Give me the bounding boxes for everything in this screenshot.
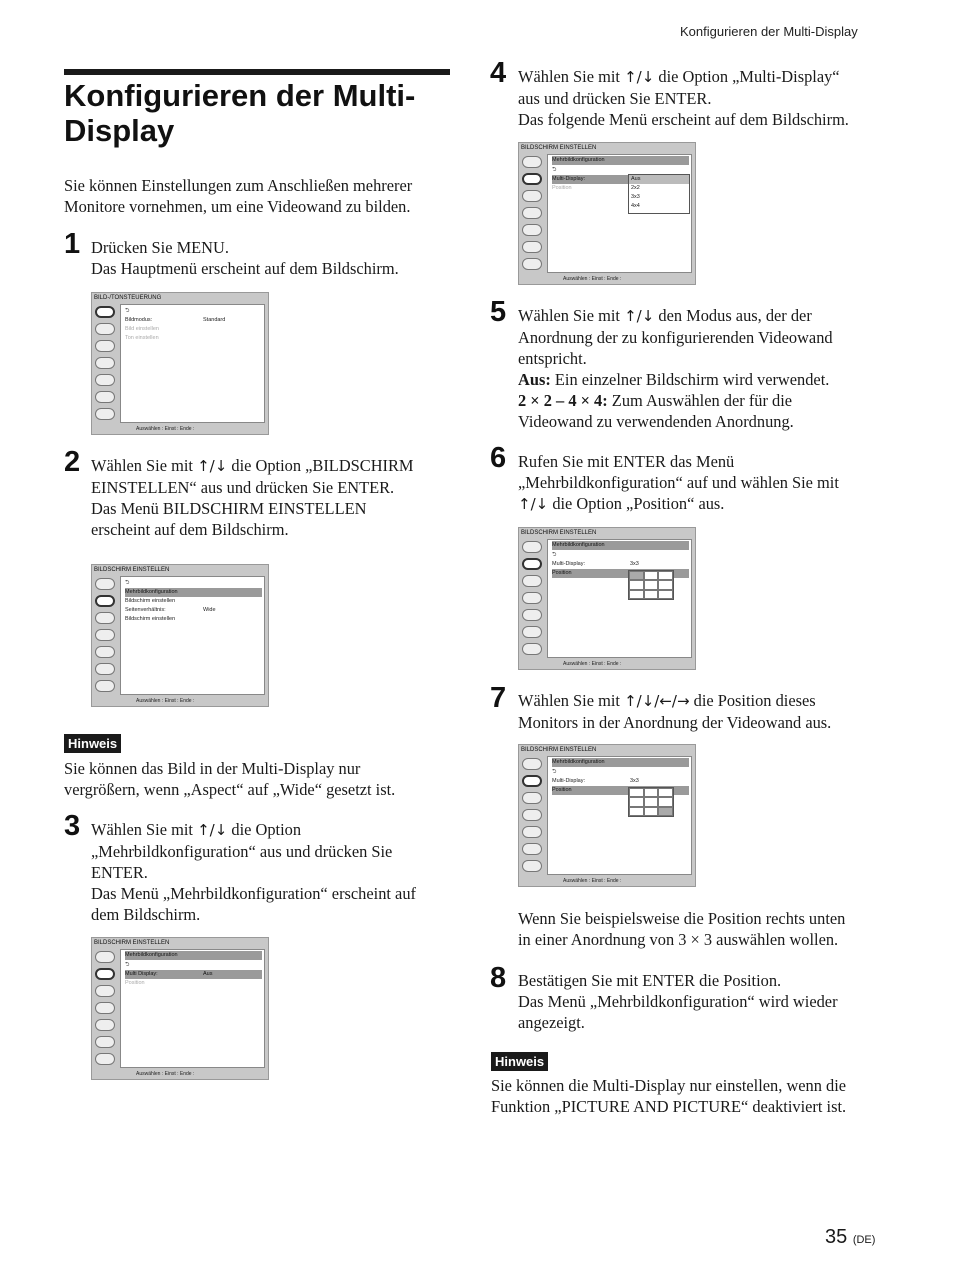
screen-title: BILDSCHIRM EINSTELLEN	[521, 530, 597, 536]
menu-row: Bild einstellen	[125, 326, 159, 332]
screen-menu-icon	[95, 323, 115, 335]
row-value: 3x3	[630, 561, 639, 567]
running-head: Konfigurieren der Multi-Display	[680, 24, 858, 39]
step-7-example	[518, 908, 890, 950]
menu-icon	[522, 792, 542, 804]
menu-icon-column	[95, 306, 117, 425]
screen-footer: Auswählen : Einst : Ende :	[136, 1071, 195, 1077]
step-1-line: Drücken Sie MENU.	[91, 238, 229, 257]
menu-icon	[95, 680, 115, 692]
page-title: Konfigurieren der Multi-Display	[64, 78, 416, 148]
step-3-number: 3	[64, 810, 81, 842]
page-number-value: 35	[825, 1226, 848, 1248]
example-line: in einer Anordnung von 3 × 3 auswählen wollen.	[518, 930, 839, 949]
back-icon: ⮌	[125, 308, 130, 314]
screen-footer: Auswählen : Einst : Ende :	[136, 426, 195, 432]
row-value: Wide	[203, 607, 216, 613]
grid-cell	[644, 797, 659, 806]
term: Aus:	[518, 370, 551, 389]
menu-icon-column	[522, 758, 544, 877]
menu-icon	[95, 1002, 115, 1014]
picture-menu-icon	[522, 758, 542, 770]
step-1-number: 1	[64, 228, 81, 260]
step-6-line: Rufen Sie mit ENTER das Menü	[518, 452, 735, 471]
menu-icon	[95, 391, 115, 403]
row-label: Bildmodus:	[125, 317, 153, 323]
dropdown-option: 2x2	[631, 185, 640, 191]
text: Zum Auswählen der für die	[607, 391, 793, 410]
menu-row	[125, 606, 262, 615]
step-8-text	[518, 970, 890, 1033]
step-5-line: entspricht.	[518, 349, 587, 368]
back-icon: ⮌	[552, 167, 557, 173]
up-down-arrow-icon: ↑/↓	[197, 457, 228, 475]
menu-panel	[547, 756, 692, 875]
grid-cell	[658, 788, 673, 797]
step-5-line	[518, 369, 890, 390]
picture-menu-icon	[522, 541, 542, 553]
menu-icon-column	[95, 578, 117, 697]
step-8-line: Bestätigen Sie mit ENTER die Position.	[518, 971, 782, 990]
row-label: Multi-Display:	[552, 778, 586, 784]
back-icon: ⮌	[125, 962, 130, 968]
step-1-line: Das Hauptmenü erscheint auf dem Bildschirm.	[91, 259, 399, 278]
menu-row	[125, 316, 262, 325]
step-3-line: ENTER.	[91, 863, 148, 882]
dropdown-option: Aus	[629, 175, 689, 184]
menu-icon	[95, 1019, 115, 1031]
screen-mehrbildkonfiguration	[91, 937, 269, 1080]
step-7-number: 7	[490, 682, 507, 714]
step-3-line: „Mehrbildkonfiguration“ aus und drücken Sie	[91, 842, 393, 861]
menu-icon	[95, 374, 115, 386]
menu-icon	[95, 629, 115, 641]
grid-cell	[629, 807, 644, 816]
menu-icon	[522, 190, 542, 202]
menu-header: Mehrbildkonfiguration	[552, 758, 689, 767]
menu-panel	[120, 576, 265, 695]
note-1-text	[64, 758, 454, 800]
text: die Option „BILDSCHIRM	[231, 456, 414, 475]
menu-panel	[547, 539, 692, 658]
step-2-number: 2	[64, 446, 81, 478]
row-value: 3x3	[630, 778, 639, 784]
step-6-text	[518, 451, 890, 515]
menu-icon	[95, 408, 115, 420]
grid-cell	[629, 797, 644, 806]
multi-display-dropdown	[628, 174, 690, 214]
back-icon: ⮌	[552, 552, 557, 558]
text: Wählen Sie mit	[518, 67, 620, 86]
menu-header: Mehrbildkonfiguration	[125, 951, 262, 960]
screen-title: BILDSCHIRM EINSTELLEN	[94, 567, 170, 573]
step-6-line	[518, 493, 890, 515]
dropdown-option: 4x4	[631, 203, 640, 209]
menu-row: Position	[552, 786, 689, 795]
menu-row: Position	[125, 980, 145, 986]
grid-cell	[644, 580, 659, 589]
menu-icon	[522, 224, 542, 236]
screen-menu-icon	[522, 558, 542, 570]
menu-icon	[522, 860, 542, 872]
step-8-line: angezeigt.	[518, 1013, 585, 1032]
note-label: Hinweis	[491, 1052, 548, 1071]
screen-footer: Auswählen : Einst : Ende :	[563, 661, 622, 667]
grid-cell	[658, 807, 673, 816]
menu-icon	[95, 340, 115, 352]
menu-icon	[522, 609, 542, 621]
menu-row: Position	[552, 185, 572, 191]
text: die Option „Position“ aus.	[552, 494, 725, 513]
page-title-block	[64, 78, 454, 148]
screen-footer: Auswählen : Einst : Ende :	[563, 276, 622, 282]
note-line: vergrößern, wenn „Aspect“ auf „Wide“ gesetzt ist.	[64, 780, 396, 799]
step-5-line: Anordnung der zu konfigurierenden Videowand	[518, 328, 833, 347]
screen-menu-icon	[522, 173, 542, 185]
menu-row: Mehrbildkonfiguration	[125, 588, 262, 597]
screen-title: BILD-/TONSTEUERUNG	[94, 295, 162, 301]
row-label: Seitenverhältnis:	[125, 607, 166, 613]
note-line: Sie können das Bild in der Multi-Display nur	[64, 759, 361, 778]
menu-icon-column	[95, 951, 117, 1070]
step-6-number: 6	[490, 442, 507, 474]
step-7-text	[518, 690, 890, 733]
menu-icon	[522, 643, 542, 655]
row-value: Aus	[203, 971, 213, 977]
menu-icon	[522, 207, 542, 219]
menu-row	[552, 560, 689, 569]
page-language: (DE)	[852, 1234, 876, 1246]
menu-header: Mehrbildkonfiguration	[552, 156, 689, 165]
step-1-text	[91, 237, 451, 279]
step-8-line: Das Menü „Mehrbildkonfiguration“ wird wieder	[518, 992, 838, 1011]
menu-panel	[120, 304, 265, 423]
grid-cell	[629, 788, 644, 797]
text: die Position dieses	[693, 691, 816, 710]
menu-row: Ton einstellen	[125, 335, 159, 341]
menu-row: Position	[552, 569, 689, 578]
grid-cell	[644, 590, 659, 599]
screen-footer: Auswählen : Einst : Ende :	[563, 878, 622, 884]
menu-panel	[120, 949, 265, 1068]
menu-icon	[95, 1053, 115, 1065]
step-3-line: dem Bildschirm.	[91, 905, 201, 924]
grid-cell	[644, 807, 659, 816]
text: die Option „Multi-Display“	[658, 67, 840, 86]
step-4-number: 4	[490, 57, 507, 89]
menu-icon	[95, 663, 115, 675]
grid-cell	[629, 580, 644, 589]
screen-title: BILDSCHIRM EINSTELLEN	[94, 940, 170, 946]
text: den Modus aus, der der	[658, 306, 812, 325]
grid-cell	[658, 590, 673, 599]
note-line: Funktion „PICTURE AND PICTURE“ deaktiviert ist.	[491, 1097, 847, 1116]
step-3-text	[91, 819, 456, 925]
step-2-text	[91, 455, 456, 540]
text: Ein einzelner Bildschirm wird verwendet.	[550, 370, 830, 389]
step-5-line: Videowand zu verwendenden Anordnung.	[518, 412, 794, 431]
menu-icon	[522, 575, 542, 587]
screen-menu-icon	[522, 775, 542, 787]
step-6-line: „Mehrbildkonfiguration“ auf und wählen Sie mit	[518, 473, 839, 492]
back-icon: ⮌	[552, 769, 557, 775]
screen-menu-icon	[95, 595, 115, 607]
step-2-line: Das Menü BILDSCHIRM EINSTELLEN	[91, 499, 367, 518]
grid-cell	[644, 788, 659, 797]
menu-icon	[95, 357, 115, 369]
menu-row: Bildschirm einstellen	[125, 598, 176, 604]
screen-title: BILDSCHIRM EINSTELLEN	[521, 747, 597, 753]
step-5-number: 5	[490, 296, 507, 328]
up-down-arrow-icon: ↑/↓	[518, 495, 549, 513]
step-8-number: 8	[490, 962, 507, 994]
screen-menu-icon	[95, 968, 115, 980]
menu-icon	[95, 612, 115, 624]
grid-cell	[629, 590, 644, 599]
note-2-text	[491, 1075, 886, 1117]
picture-menu-icon	[95, 951, 115, 963]
up-down-arrow-icon: ↑/↓	[624, 307, 655, 325]
grid-cell	[658, 797, 673, 806]
screen-position-3x3	[518, 527, 696, 670]
menu-icon	[522, 809, 542, 821]
row-label: Multi Display:	[125, 971, 158, 977]
text: Wählen Sie mit	[91, 456, 193, 475]
menu-icon	[522, 626, 542, 638]
picture-menu-icon	[95, 578, 115, 590]
back-icon: ⮌	[125, 580, 130, 586]
menu-row	[125, 970, 262, 979]
note-label: Hinweis	[64, 734, 121, 753]
menu-header: Mehrbildkonfiguration	[552, 541, 689, 550]
menu-icon-column	[522, 156, 544, 275]
screen-position-bottom-right	[518, 744, 696, 887]
screen-footer: Auswählen : Einst : Ende :	[136, 698, 195, 704]
row-label: Multi-Display:	[552, 561, 586, 567]
step-4-line	[518, 66, 890, 88]
menu-icon-column	[522, 541, 544, 660]
dropdown-option: 3x3	[631, 194, 640, 200]
step-2-line: erscheint auf dem Bildschirm.	[91, 520, 289, 539]
menu-icon	[522, 843, 542, 855]
picture-menu-icon	[95, 306, 115, 318]
step-7-line	[518, 690, 890, 712]
menu-icon	[522, 592, 542, 604]
menu-row	[552, 777, 689, 786]
up-down-arrow-icon: ↑/↓	[197, 821, 228, 839]
grid-cell	[644, 571, 659, 580]
row-value: Standard	[203, 317, 226, 323]
step-3-line	[91, 819, 456, 841]
step-4-text	[518, 66, 890, 130]
menu-icon	[522, 241, 542, 253]
example-line: Wenn Sie beispielsweise die Position rechts unten	[518, 909, 846, 928]
menu-icon	[95, 646, 115, 658]
step-3-line: Das Menü „Mehrbildkonfiguration“ erscheint auf	[91, 884, 416, 903]
picture-menu-icon	[522, 156, 542, 168]
text: die Option	[231, 820, 302, 839]
step-2-line	[91, 455, 456, 477]
up-down-arrow-icon: ↑/↓	[624, 68, 655, 86]
note-line: Sie können die Multi-Display nur einstellen, wenn die	[491, 1076, 847, 1095]
step-5-line	[518, 305, 890, 327]
grid-cell	[658, 571, 673, 580]
step-4-line: Das folgende Menü erscheint auf dem Bildschirm.	[518, 110, 849, 129]
grid-cell	[658, 580, 673, 589]
step-2-line: EINSTELLEN“ aus und drücken Sie ENTER.	[91, 478, 395, 497]
menu-row: Bildschirm einstellen	[125, 616, 176, 622]
step-4-line: aus und drücken Sie ENTER.	[518, 89, 712, 108]
screen-bild-tonsteuerung	[91, 292, 269, 435]
screen-multi-display-dropdown	[518, 142, 696, 285]
page-number	[825, 1226, 875, 1249]
menu-icon	[522, 826, 542, 838]
menu-icon	[95, 1036, 115, 1048]
direction-arrows-icon: ↑/↓/←/→	[624, 692, 690, 710]
position-grid	[628, 570, 674, 600]
term: 2 × 2 – 4 × 4:	[518, 391, 608, 410]
menu-row: Multi-Display:	[552, 175, 629, 184]
menu-panel	[547, 154, 692, 273]
screen-title: BILDSCHIRM EINSTELLEN	[521, 145, 597, 151]
step-5-line	[518, 390, 890, 411]
intro-paragraph: Sie können Einstellungen zum Anschließen mehrerer Monitore vornehmen, um eine Videowand zu bilden.	[64, 176, 413, 216]
position-grid	[628, 787, 674, 817]
screen-bildschirm-einstellen	[91, 564, 269, 707]
title-rule	[64, 69, 450, 75]
text: Wählen Sie mit	[518, 691, 620, 710]
menu-icon	[522, 258, 542, 270]
grid-cell	[629, 571, 644, 580]
menu-icon	[95, 985, 115, 997]
step-7-line: Monitors in der Anordnung der Videowand aus.	[518, 713, 832, 732]
step-5-text	[518, 305, 890, 432]
text: Wählen Sie mit	[91, 820, 193, 839]
text: Wählen Sie mit	[518, 306, 620, 325]
